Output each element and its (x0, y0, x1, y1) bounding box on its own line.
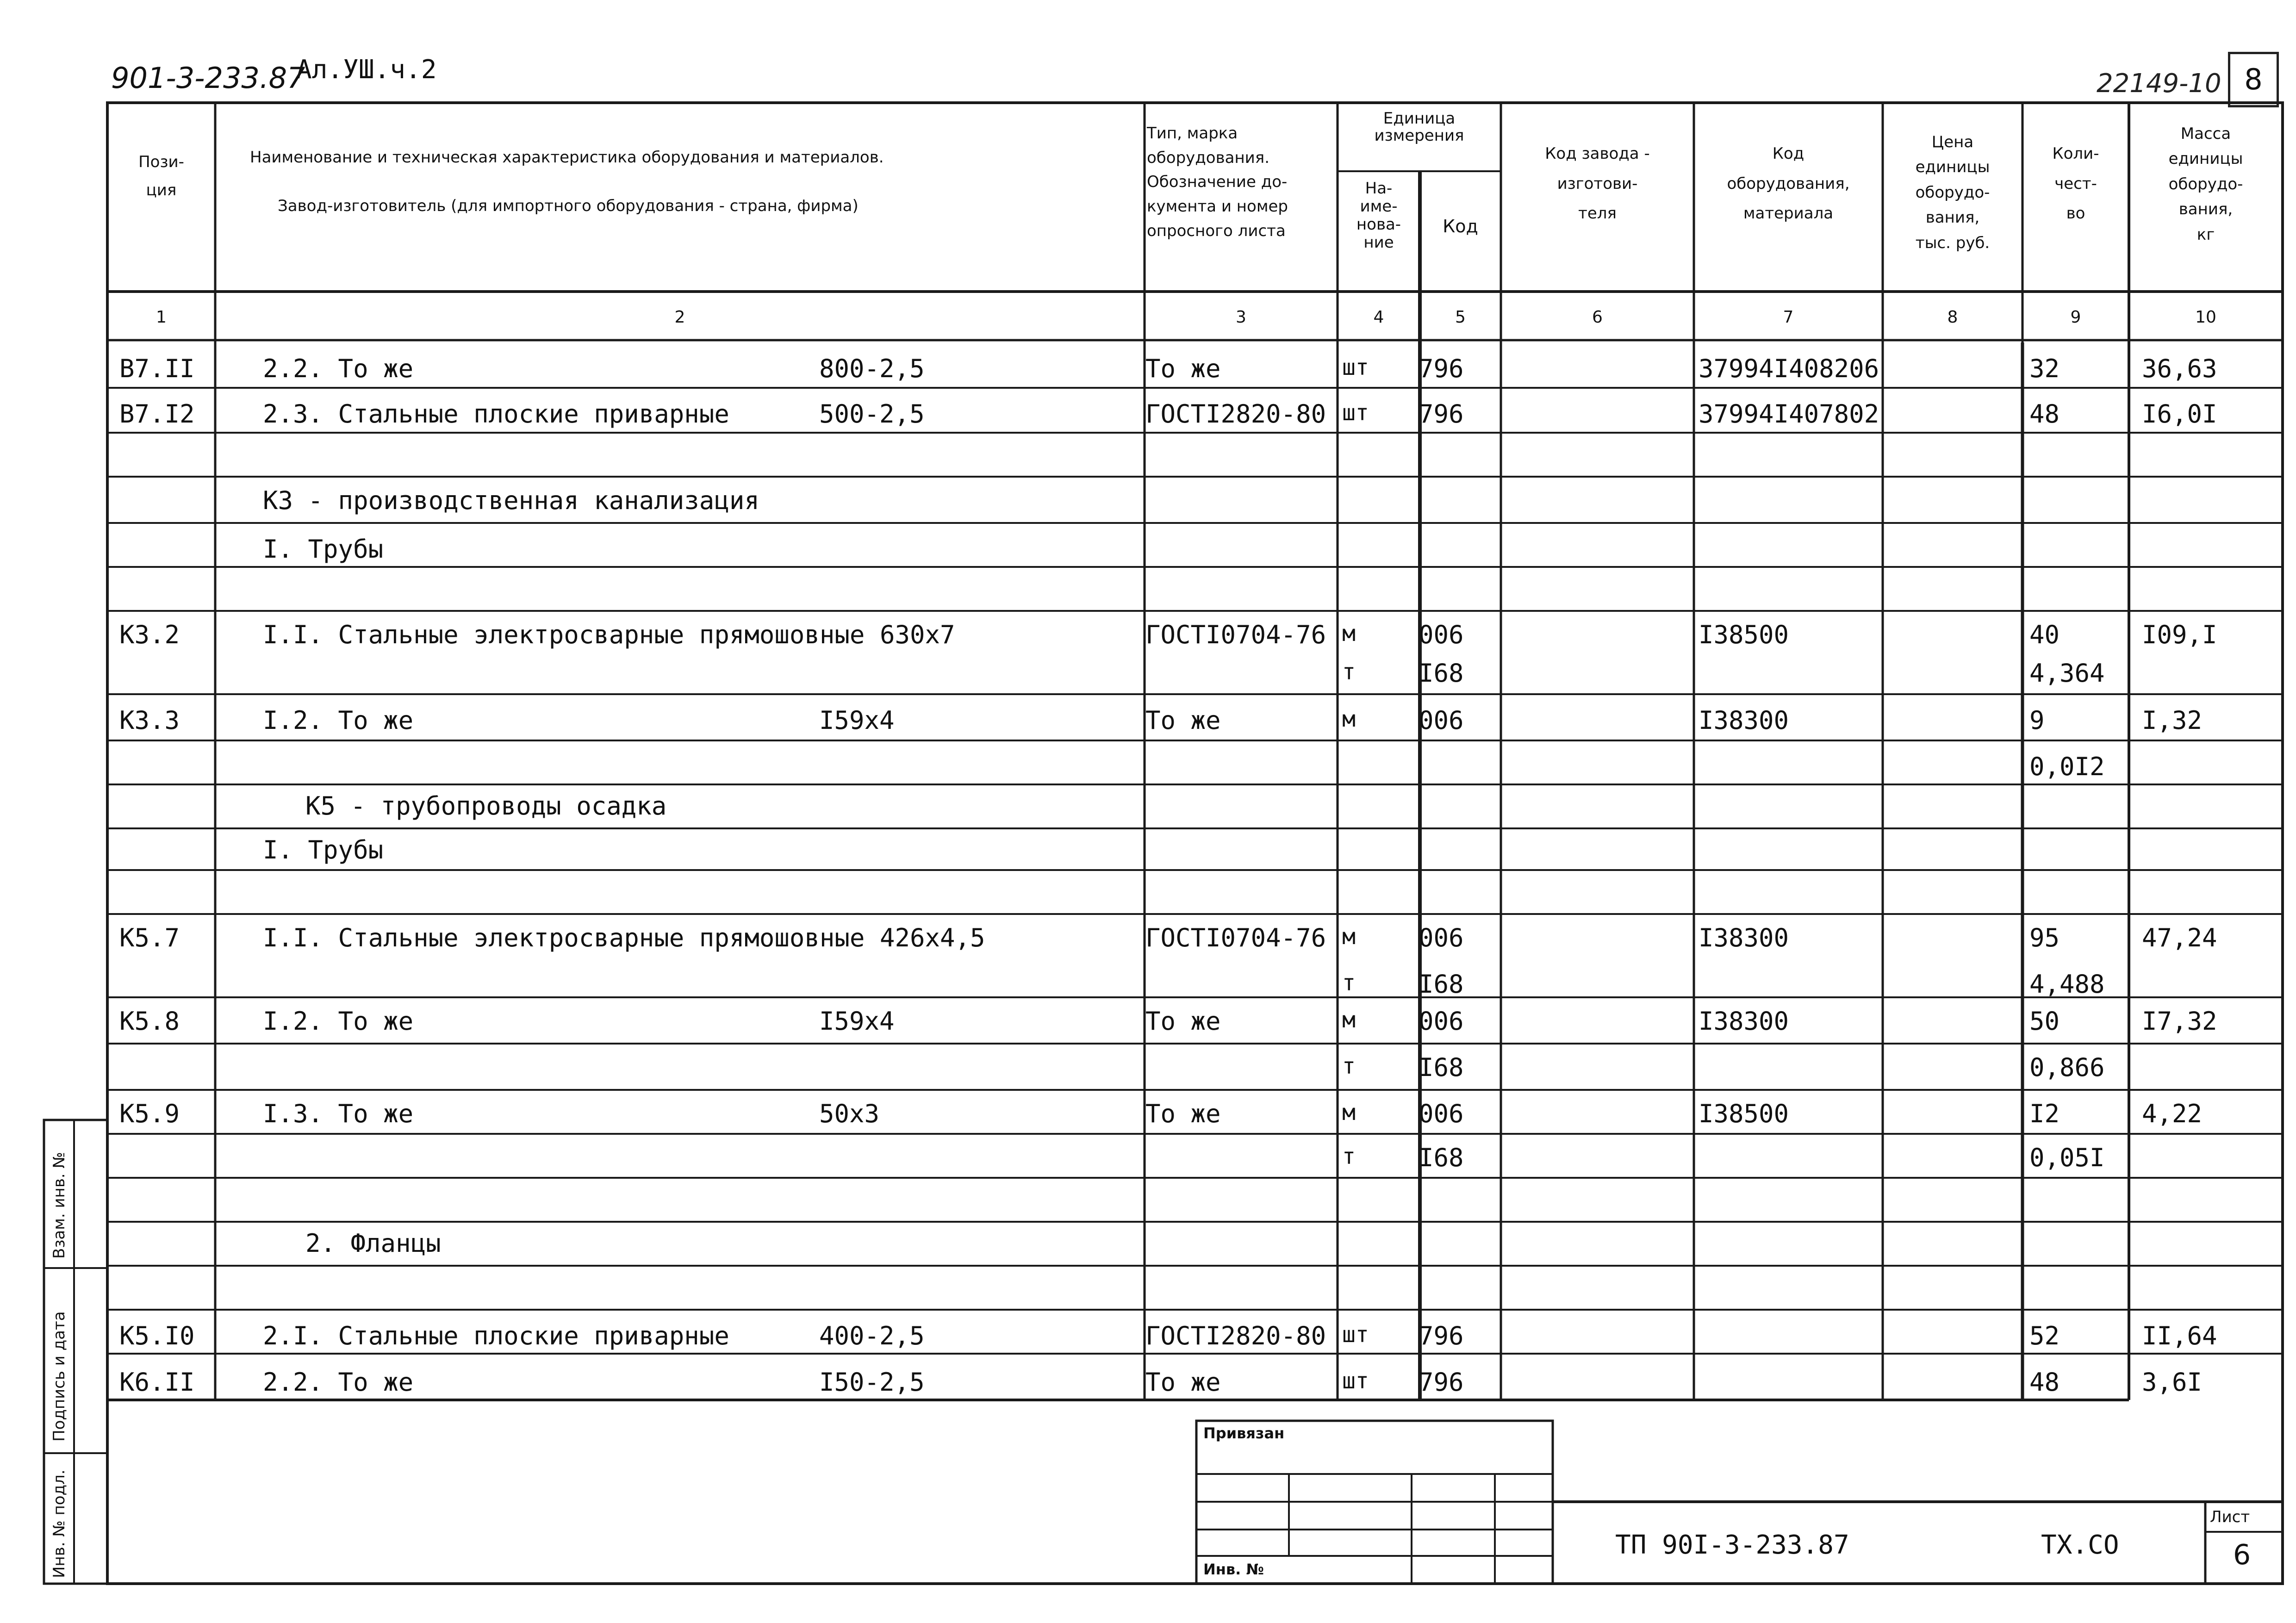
album-label: Ал.УШ.ч.2 (296, 55, 437, 85)
cell-size: 500-2,5 (819, 399, 925, 429)
cell-code: I68 (1419, 659, 1464, 688)
cell-type: То же (1145, 354, 1221, 383)
cell-name: I. Трубы (263, 535, 384, 564)
cell-unit: шт (1342, 354, 1369, 380)
cell-pos: В7.I2 (119, 399, 195, 429)
cell-mass: I09,I (2142, 620, 2217, 649)
header-material-code: Код оборудования, материала (1727, 144, 1850, 223)
col-number-8: 8 (1947, 308, 1958, 327)
stamp-sheet-label: Лист (2210, 1508, 2250, 1526)
cell-mass: I7,32 (2142, 1007, 2217, 1036)
cell-pos: К6.II (119, 1368, 195, 1397)
col-number-4: 4 (1373, 308, 1384, 327)
stamp-sheet-number: 6 (2233, 1539, 2251, 1571)
header-mfr-code: Код завода - изготови- теля (1545, 144, 1650, 223)
cell-type: То же (1145, 1099, 1221, 1128)
cell-qty: 4,364 (2029, 659, 2105, 688)
cell-name: К3 - производственная канализация (263, 486, 759, 515)
cell-size: 50х3 (819, 1099, 880, 1128)
header-unit-code: Код (1443, 216, 1478, 236)
cell-unit: шт (1342, 1368, 1369, 1394)
cell-pos: К3.3 (119, 706, 180, 735)
cell-code: I68 (1419, 970, 1464, 999)
doc-code-left: 901-3-233.87 (111, 61, 305, 95)
cell-code: 796 (1419, 399, 1464, 429)
header-qty: Коли- чест- во (2052, 144, 2099, 223)
cell-mat: 37994I407802 (1699, 399, 1879, 429)
col-number-2: 2 (674, 308, 685, 327)
header-name-line1: Наименование и техническая характеристика оборудования и материалов. (250, 148, 884, 167)
col-number-10: 10 (2195, 308, 2216, 327)
cell-size: I50-2,5 (819, 1368, 925, 1397)
cell-name: 2.2. То же (263, 354, 414, 383)
cell-mass: 36,63 (2142, 354, 2217, 383)
cell-mass: I6,0I (2142, 399, 2217, 429)
cell-code: 006 (1419, 1007, 1464, 1036)
cell-mass: I,32 (2142, 706, 2203, 735)
cell-unit: шт (1342, 400, 1369, 426)
cell-name: I.3. То же (263, 1099, 414, 1128)
stamp-document: ТП 90I-3-233.87 (1615, 1530, 1849, 1560)
cell-mat: 37994I408206 (1699, 354, 1879, 383)
cell-mat: I38300 (1699, 706, 1789, 735)
cell-size: I59х4 (819, 706, 895, 735)
cell-mass: 47,24 (2142, 923, 2217, 952)
cell-pos: К5.7 (119, 923, 180, 952)
col-number-5: 5 (1455, 308, 1466, 327)
cell-qty: 0,866 (2029, 1053, 2105, 1082)
cell-unit: м (1342, 706, 1356, 732)
cell-name: 2. Фланцы (305, 1229, 441, 1258)
cell-mass: 4,22 (2142, 1099, 2203, 1128)
cell-mat: I38500 (1699, 1099, 1789, 1128)
cell-size: 400-2,5 (819, 1321, 925, 1350)
header-mass: Масса единицы оборудо- вания, кг (2168, 124, 2243, 244)
cell-mass: II,64 (2142, 1321, 2217, 1350)
cell-name: I.I. Стальные электросварные прямошовные 630х7 (263, 620, 955, 649)
cell-unit: т (1342, 970, 1356, 996)
cell-qty: 52 (2029, 1321, 2060, 1350)
cell-code: 006 (1419, 923, 1464, 952)
header-price: Цена единицы оборудо- вания, тыс. руб. (1915, 133, 1990, 252)
header-unit-group: Единица измерения (1374, 109, 1464, 145)
cell-code: 006 (1419, 706, 1464, 735)
cell-qty: 48 (2029, 1368, 2060, 1397)
cell-qty: 32 (2029, 354, 2060, 383)
stamp-mark: ТХ.СО (2041, 1530, 2119, 1560)
cell-name: К5 - трубопроводы осадка (305, 791, 667, 821)
col-number-6: 6 (1592, 308, 1603, 327)
cell-type: ГОСТI2820-80 (1145, 1321, 1326, 1350)
cell-unit: шт (1342, 1322, 1369, 1348)
cell-type: ГОСТI0704-76 (1145, 923, 1326, 952)
cell-name: I.I. Стальные электросварные прямошовные 426х4,5 (263, 923, 985, 952)
cell-code: 796 (1419, 1321, 1464, 1350)
cell-name: 2.2. То же (263, 1368, 414, 1397)
header-type: Тип, марка оборудования. Обозначение до- кумента и номер опросного листа (1147, 124, 1288, 240)
cell-code: 006 (1419, 1099, 1464, 1128)
page-number: 8 (2244, 62, 2263, 96)
cell-qty: 40 (2029, 620, 2060, 649)
cell-code: 796 (1419, 1368, 1464, 1397)
cell-pos: К3.2 (119, 620, 180, 649)
cell-qty: 0,0I2 (2029, 752, 2105, 781)
cell-qty: 0,05I (2029, 1143, 2105, 1172)
cell-qty: 48 (2029, 399, 2060, 429)
cell-type: То же (1145, 1368, 1221, 1397)
cell-unit: т (1342, 1053, 1356, 1079)
cell-type: ГОСТI0704-76 (1145, 620, 1326, 649)
side-replaces-inv: Взам. инв. № (50, 1152, 68, 1259)
cell-type: ГОСТI2820-80 (1145, 399, 1326, 429)
cell-mat: I38300 (1699, 923, 1789, 952)
side-signature-date: Подпись и дата (50, 1311, 68, 1442)
col-number-1: 1 (156, 308, 167, 327)
header-position: Пози- ция (138, 153, 184, 200)
col-number-7: 7 (1783, 308, 1794, 327)
cell-name: I.2. То же (263, 1007, 414, 1036)
cell-qty: 4,488 (2029, 970, 2105, 999)
cell-code: 006 (1419, 620, 1464, 649)
cell-type: То же (1145, 1007, 1221, 1036)
header-name-line2: Завод-изготовитель (для импортного оборудования - страна, фирма) (278, 197, 859, 215)
cell-unit: м (1342, 1007, 1356, 1033)
cell-size: I59х4 (819, 1007, 895, 1036)
cell-pos: К5.8 (119, 1007, 180, 1036)
cell-name: 2.I. Стальные плоские приварные (263, 1321, 729, 1350)
cell-mat: I38300 (1699, 1007, 1789, 1036)
cell-code: 796 (1419, 354, 1464, 383)
stamp-bound-label: Привязан (1203, 1424, 1285, 1442)
cell-name: 2.3. Стальные плоские приварные (263, 399, 729, 429)
cell-name: I.2. То же (263, 706, 414, 735)
cell-qty: I2 (2029, 1099, 2060, 1128)
cell-unit: т (1342, 1144, 1356, 1169)
cell-code: I68 (1419, 1143, 1464, 1172)
cell-pos: В7.II (119, 354, 195, 383)
cell-unit: м (1342, 924, 1356, 950)
cell-pos: К5.I0 (119, 1321, 195, 1350)
cell-type: То же (1145, 706, 1221, 735)
cell-qty: 9 (2029, 706, 2045, 735)
cell-mass: 3,6I (2142, 1368, 2203, 1397)
cell-unit: т (1342, 659, 1356, 685)
cell-pos: К5.9 (119, 1099, 180, 1128)
cell-qty: 50 (2029, 1007, 2060, 1036)
col-number-3: 3 (1236, 308, 1246, 327)
cell-name: I. Трубы (263, 835, 384, 864)
stamp-inv-label: Инв. № (1203, 1561, 1264, 1578)
cell-unit: м (1342, 1100, 1356, 1126)
doc-code-right: 22149-10 (2097, 68, 2221, 99)
cell-unit: м (1342, 621, 1356, 647)
header-unit-name: На- име- нова- ние (1356, 179, 1401, 252)
col-number-9: 9 (2070, 308, 2081, 327)
cell-code: I68 (1419, 1053, 1464, 1082)
cell-qty: 95 (2029, 923, 2060, 952)
side-inv-original: Инв. № подл. (50, 1469, 68, 1578)
cell-mat: I38500 (1699, 620, 1789, 649)
cell-size: 800-2,5 (819, 354, 925, 383)
